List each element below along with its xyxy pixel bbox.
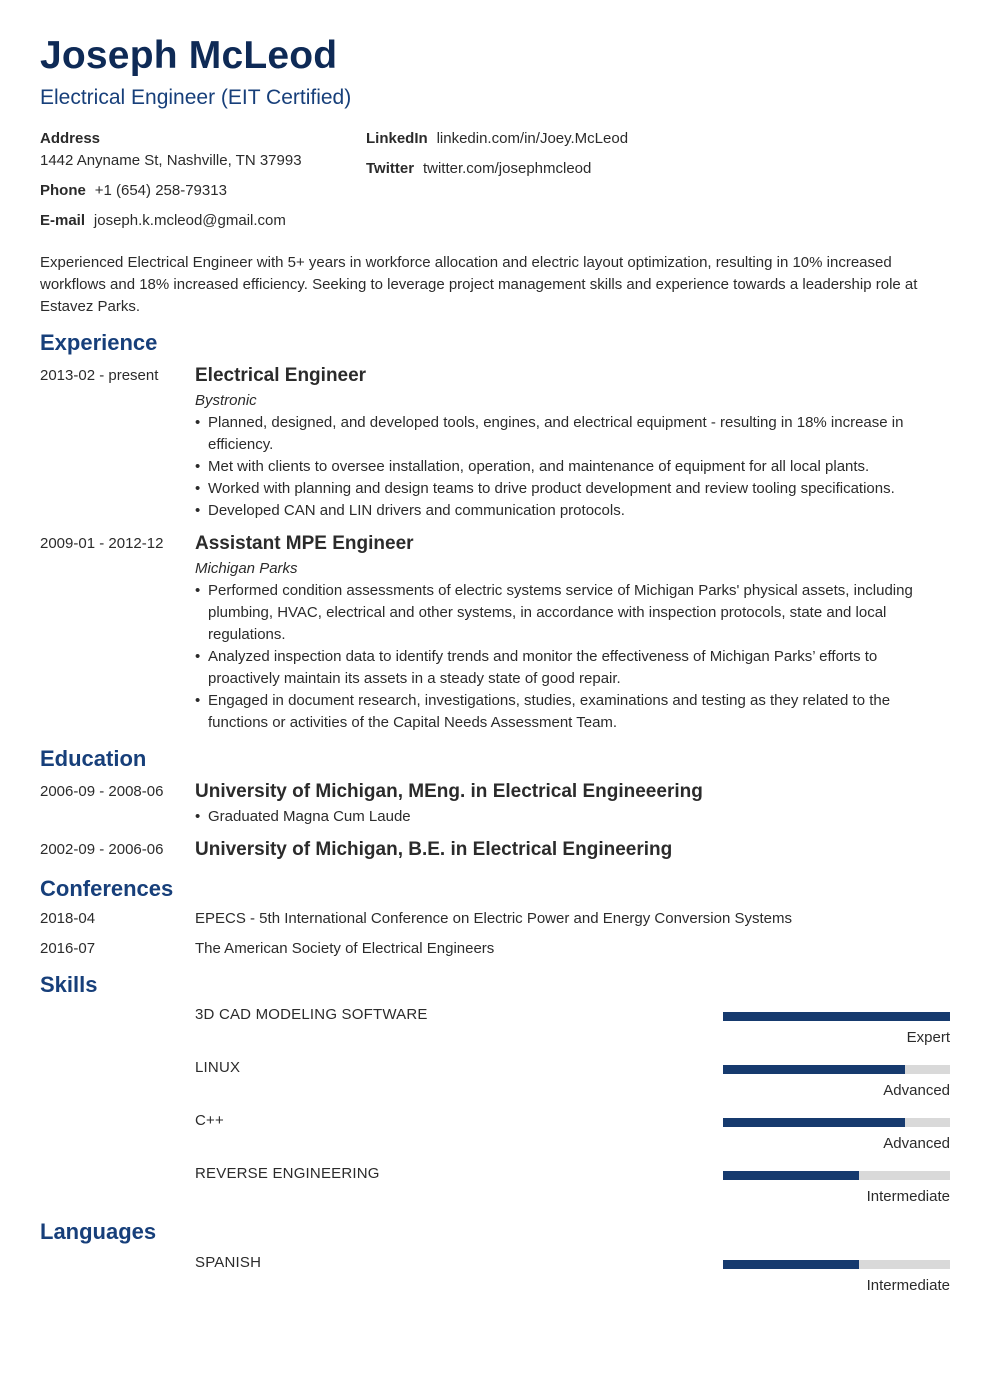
skill-name: 3D CAD MODELING SOFTWARE <box>195 1006 428 1023</box>
skill-level-bar <box>723 1065 950 1074</box>
phone-value: +1 (654) 258-79313 <box>94 182 227 199</box>
address-value: 1442 Anyname St, Nashville, TN 37993 <box>40 152 302 169</box>
skill-name: LINUX <box>195 1059 241 1076</box>
experience-title: Electrical Engineer <box>195 365 367 386</box>
languages-heading: Languages <box>40 1219 157 1244</box>
email-label: E-mail <box>40 212 86 229</box>
experience-title: Assistant MPE Engineer <box>195 533 414 554</box>
education-title: University of Michigan, MEng. in Electrical Engineeering <box>195 781 703 802</box>
bullet-item: • Planned, designed, and developed tools, engines, and electrical equipment - resulting in 18% increase in efficiency. <box>195 412 935 456</box>
language-level-label: Intermediate <box>866 1277 950 1294</box>
skill-level-label: Intermediate <box>866 1188 950 1205</box>
twitter-value: twitter.com/josephmcleod <box>422 160 592 177</box>
contact-address <box>40 130 100 148</box>
experience-company: Michigan Parks <box>195 560 298 577</box>
resume-name: Joseph McLeod <box>40 34 338 77</box>
skill-level-fill <box>723 1171 859 1180</box>
bullet-item: • Graduated Magna Cum Laude <box>195 806 935 828</box>
experience-company: Bystronic <box>195 392 257 409</box>
language-level-bar <box>723 1260 950 1269</box>
twitter-label: Twitter <box>366 160 415 177</box>
linkedin-value: linkedin.com/in/Joey.McLeod <box>436 130 629 147</box>
education-title: University of Michigan, B.E. in Electrical Engineering <box>195 839 673 860</box>
experience-dates: 2009-01 - 2012-12 <box>40 535 164 552</box>
address-label: Address <box>40 130 101 147</box>
skill-level-fill <box>723 1118 905 1127</box>
phone-label: Phone <box>40 182 86 199</box>
skill-level-bar <box>723 1171 950 1180</box>
education-dates: 2006-09 - 2008-06 <box>40 783 164 800</box>
conferences-heading: Conferences <box>40 876 174 901</box>
experience-dates: 2013-02 - present <box>40 367 159 384</box>
contact-phone <box>40 182 227 200</box>
conference-name: The American Society of Electrical Engineers <box>195 940 495 957</box>
conference-name: EPECS - 5th International Conference on Electric Power and Energy Conversion Systems <box>195 910 792 927</box>
skill-level-label: Expert <box>906 1029 950 1046</box>
experience-heading: Experience <box>40 330 158 355</box>
skill-level-fill <box>723 1065 905 1074</box>
skill-level-fill <box>723 1012 950 1021</box>
skill-level-label: Advanced <box>883 1135 950 1152</box>
contact-email <box>40 212 286 230</box>
summary-text: Experienced Electrical Engineer with 5+ years in workforce allocation and electric layout optimization, resulting in 10% increased workflows and 18% increased efficiency. Seeking to leverage project management skills and experience towards a leadership role at Estavez Parks. <box>40 254 918 315</box>
bullet-item: • Developed CAN and LIN drivers and communication protocols. <box>195 500 935 522</box>
education-heading: Education <box>40 746 147 771</box>
language-level-fill <box>723 1260 859 1269</box>
contact-twitter <box>366 160 591 178</box>
experience-bullets <box>195 412 935 522</box>
skill-name: C++ <box>195 1112 224 1129</box>
skill-name: REVERSE ENGINEERING <box>195 1165 380 1182</box>
bullet-item: • Worked with planning and design teams to drive product development and review tooling specifications. <box>195 478 935 500</box>
skill-level-bar <box>723 1012 950 1021</box>
conference-date: 2018-04 <box>40 910 96 927</box>
skill-level-label: Advanced <box>883 1082 950 1099</box>
skills-heading: Skills <box>40 972 98 997</box>
linkedin-label: LinkedIn <box>366 130 428 147</box>
resume-title: Electrical Engineer (EIT Certified) <box>40 86 352 109</box>
bullet-item: • Performed condition assessments of electric systems service of Michigan Parks' physical assets, including plumbing, HVAC, electrical and other systems, in accordance with inspection protocols, state and local regulations. <box>195 580 935 646</box>
language-name: SPANISH <box>195 1254 262 1271</box>
bullet-item: • Met with clients to oversee installation, operation, and maintenance of equipment for all local plants. <box>195 456 935 478</box>
contact-linkedin <box>366 130 628 148</box>
education-bullets <box>195 806 935 828</box>
conference-date: 2016-07 <box>40 940 96 957</box>
education-dates: 2002-09 - 2006-06 <box>40 841 164 858</box>
bullet-item: • Analyzed inspection data to identify trends and monitor the effectiveness of Michigan Parks’ efforts to proactively maintain its assets in a steady state of good repair. <box>195 646 935 690</box>
skill-level-bar <box>723 1118 950 1127</box>
email-value: joseph.k.mcleod@gmail.com <box>93 212 286 229</box>
bullet-item: • Engaged in document research, investigations, studies, examinations and testing as they related to the functions or activities of the Capital Needs Assessment Team. <box>195 690 935 734</box>
experience-bullets <box>195 580 935 734</box>
